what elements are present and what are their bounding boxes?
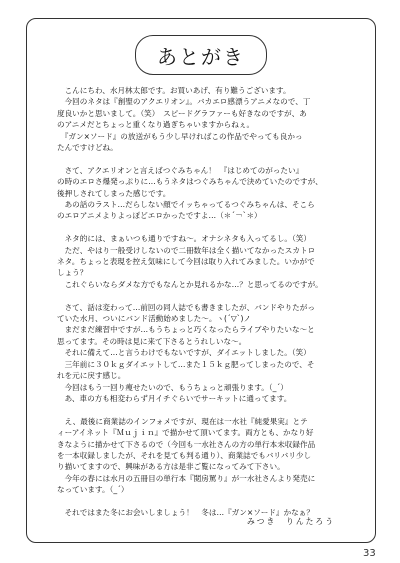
text-line: こんにちわ、水月林太郎です。お買いあげ、有り難うございます。 — [57, 86, 291, 95]
page-frame — [26, 18, 376, 543]
text-line: さて、アクエリオンと言えばつぐみちゃん！ 『はじめてのがったい』 — [57, 165, 304, 175]
text-line: ネタ。ちょっと表現を控え気味にして今回は取り入れてみました。いかがで — [57, 257, 315, 267]
paragraph-gap — [57, 496, 371, 507]
page-title: あとがき — [157, 44, 245, 69]
text-line: ネタ的には、まぁいつも通りですね～。オナシネタも入ってるし。（笑） — [57, 234, 312, 244]
text-line: ただ、やはり一般受けしないので二冊数年は全く描いてなかったスカトロ — [57, 245, 316, 255]
text-line: 今回のネタは『創聖のアクエリオン』。バカエロ感漂うアニメなので、丁 — [57, 97, 311, 107]
author-signature: みつき りんたろう — [247, 517, 336, 526]
text-line: さて、話は変わって…前回の同人誌でも書きましたが、バンドやりたがっ — [57, 302, 315, 312]
title-box — [135, 35, 267, 75]
paragraph-gap — [57, 222, 371, 233]
text-line: それではまた冬にお会いしましょう！ 冬は…『ガン×ソード』かなぁ？ — [57, 507, 314, 517]
afterword-body — [57, 85, 371, 518]
text-line: 思ってます。その時は見に来て下さるとうれしいな～。 — [57, 336, 247, 346]
paragraph-gap — [57, 290, 371, 301]
text-line: 度良いかと思いまして。（笑） スピードグラファーも好きなのですが、あ — [57, 108, 307, 118]
text-line: 今年の春には水月の五冊目の単行本『閲房罵り』が一水社さんより発売に — [57, 473, 316, 483]
text-line: 三年前に３０ｋｇダイエットして…また１５ｋｇ肥ってしまったので、そ — [57, 359, 315, 369]
page-number: 33 — [363, 548, 376, 559]
text-line: り描いてますので、興味がある方は是非ご覧になってみて下さい。 — [57, 462, 285, 472]
text-line: 後押しされてしまった感じです。 — [57, 188, 171, 198]
text-line: え、最後に商業誌のインフォメですが、現在は一水社『純愛果実』とテ — [57, 416, 308, 426]
text-line: それに備えて…と言うわけでもないですが、ダイエットしました。（笑） — [57, 348, 311, 358]
text-line: きなように描かせて下さるので（今回も一水社さんの方の単行本未収録作品 — [57, 439, 316, 449]
text-line: を一本収録しましたが、それを見ても判る通り）、商業誌でもバリバリ少し — [57, 450, 312, 460]
paragraph-gap — [57, 404, 371, 415]
text-line: れを元に戻す感じ。 — [57, 371, 126, 381]
text-line: ていた水月、ついにバンド活動始めました～。ヽ(´▽`)ノ — [57, 314, 252, 324]
text-line: まだまだ練習中ですが…もうちょっと巧くなったらライブやりたいな～と — [57, 325, 315, 335]
text-line: あの話のラスト…だらしない顔でイッちゃってるつぐみちゃんは、そこら — [57, 200, 315, 210]
text-line: の時のエロさ爆発っぷりに…もうネタはつぐみちゃんで決めていたのですが、 — [57, 177, 323, 187]
paragraph-gap — [57, 153, 371, 164]
text-line: ィーアイネット『Ｍｕｊｉｎ』で描かせて頂いてます。両方とも、かなり好 — [57, 428, 314, 438]
text-line: これぐらいならダメな方でもなんとか見れるかな…？と思ってるのですが。 — [57, 279, 323, 289]
text-line: たんですけどね。 — [57, 143, 118, 153]
text-line: 今回はもう一回り痩せたいので、もうちょっと頑張ります。（_´） — [57, 382, 288, 392]
text-line: しょう？ — [57, 268, 88, 278]
text-line: あ、車の方も相変わらず月イチぐらいでサーキットに通ってます。 — [57, 393, 292, 403]
text-line: なっています。（_´） — [57, 485, 129, 495]
text-line: のエロアニメよりよっぽどエロかったですよ…（＊´￢`＊） — [57, 211, 262, 221]
text-line: のアニメだとちょっと重くなり過ぎちゃいますからねぇ。 — [57, 120, 255, 130]
text-line: 『ガン×ソード』の放送がもう少し早ければこの作品でやっても良かっ — [57, 131, 303, 141]
